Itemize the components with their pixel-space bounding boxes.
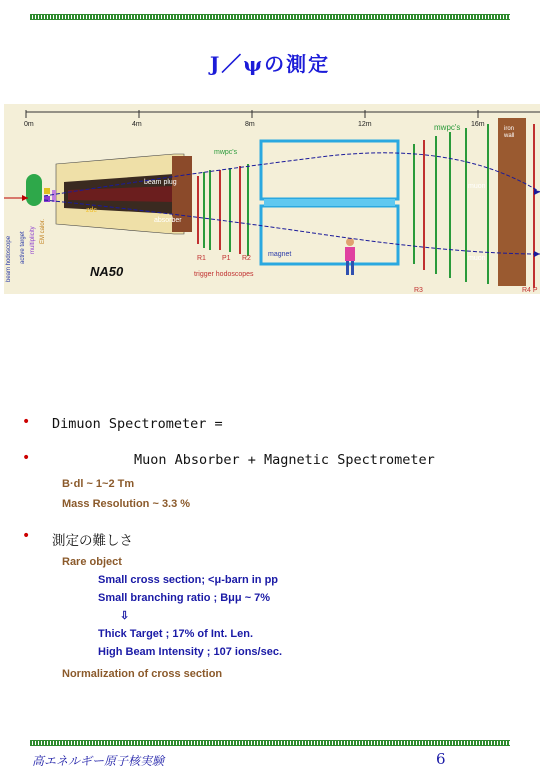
p1-label: P1 [222,255,231,262]
bullet-marker: • [22,450,31,466]
top-divider [30,14,510,20]
page-number: 6 [436,750,446,768]
down-arrow-icon: ⇩ [120,610,130,622]
em-calorimeter-label: EM calor. [40,218,46,244]
r2-label: R2 [242,255,251,262]
beam-hodoscope-label: beam hodoscope [6,235,12,282]
magnet-label: magnet [268,251,292,258]
sub-bdl: B·dl ~ 1~2 Tm [62,478,135,490]
muon-top-label: muon [468,183,486,190]
sub-mass-resolution: Mass Resolution ~ 3.3 % [62,498,191,510]
scale-8m: 8m [245,121,255,128]
sub-high-beam-intensity: High Beam Intensity ; 107 ions/sec. [98,646,283,658]
sub-rare-object: Rare object [62,556,122,568]
sub-small-cross-section: Small cross section; <μ-barn in pp [98,574,279,586]
active-target-label: active target [20,231,26,264]
footer-course-title: 高エネルギー原子核実験 [32,754,165,768]
slide-title: J／ψの測定 [209,52,331,76]
muon-bottom-label: muon [468,255,486,262]
bullet-marker: • [22,414,31,430]
mwpcs-label: mwpc's [434,123,461,132]
iron-wall-label-2: wall [504,133,515,139]
r4-label: R4 P [522,287,538,294]
na50-logo: NA50 [90,264,124,279]
scale-0m: 0m [24,121,34,128]
bullet-muon-absorber: Muon Absorber + Magnetic Spectrometer [134,452,435,468]
iron-wall-label: iron [504,126,515,132]
multiplicity-label: multiplicity [30,226,36,254]
beam-plug-label: beam plug [144,179,177,186]
r1-label: R1 [197,255,206,262]
bullet-dimuon-spectrometer: Dimuon Spectrometer = [52,416,223,432]
sub-small-branching-ratio: Small branching ratio ; Bμμ ~ 7% [98,592,271,604]
r3-label: R3 [414,287,423,294]
bottom-divider [30,740,510,746]
mwpcs-small-label: mwpc's [214,149,238,156]
bullet-measurement-difficulty: 測定の難しさ [52,533,133,549]
sub-thick-target: Thick Target ; 17% of Int. Len. [98,628,254,640]
absorber-label: absorber [154,217,182,224]
scale-12m: 12m [358,121,372,128]
zdc-label: zdc [86,207,97,214]
na50-detector-diagram [4,104,540,294]
scale-16m: 16m [471,121,485,128]
scale-4m: 4m [132,121,142,128]
sub-normalization: Normalization of cross section [62,668,223,680]
bullet-marker: • [22,528,31,544]
trigger-hodoscopes-label: trigger hodoscopes [194,271,254,278]
